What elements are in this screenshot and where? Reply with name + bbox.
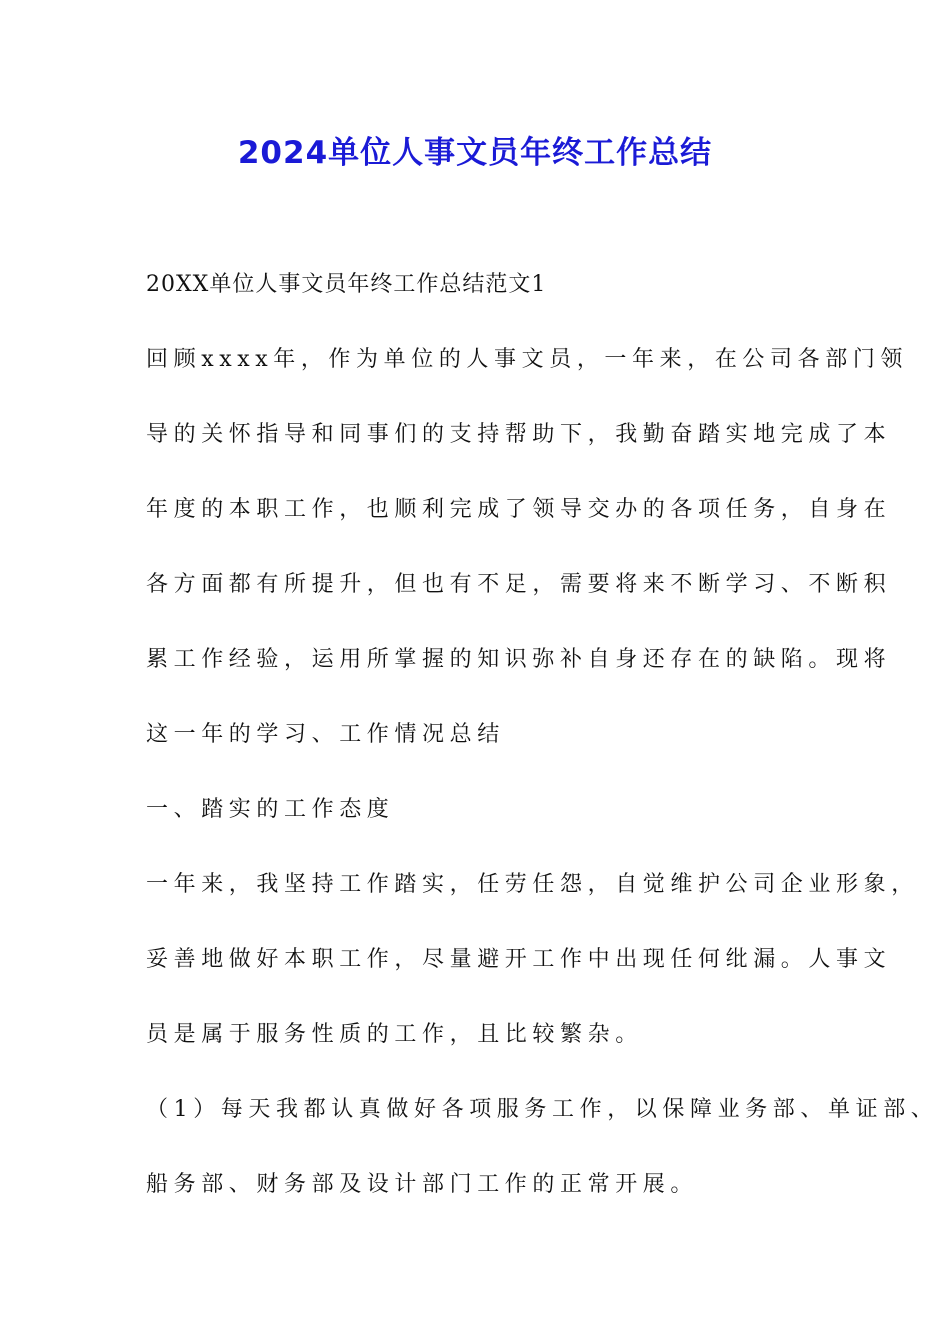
paragraph-line: 各方面都有所提升，但也有不足，需要将来不断学习、不断积 [146,572,892,597]
document-title: 2024单位人事文员年终工作总结 [237,135,713,171]
section-heading: 20XX单位人事文员年终工作总结范文1 [146,272,547,297]
paragraph-line: 回顾xxxx年，作为单位的人事文员，一年来，在公司各部门领 [146,347,909,372]
paragraph-line: 一年来，我坚持工作踏实，任劳任怨，自觉维护公司企业形象， [146,872,919,897]
paragraph-line: 船务部、财务部及设计部门工作的正常开展。 [146,1172,699,1197]
paragraph-line: 累工作经验，运用所掌握的知识弥补自身还存在的缺陷。现将 [146,647,892,672]
paragraph-line: 导的关怀指导和同事们的支持帮助下，我勤奋踏实地完成了本 [146,422,892,447]
paragraph-line: 年度的本职工作，也顺利完成了领导交办的各项任务，自身在 [146,497,892,522]
paragraph-line: 员是属于服务性质的工作，且比较繁杂。 [146,1022,643,1047]
paragraph-line: 妥善地做好本职工作，尽量避开工作中出现任何纰漏。人事文 [146,947,892,972]
document-body [146,262,939,1237]
section-heading: 一、踏实的工作态度 [146,797,395,822]
paragraph-line: 这一年的学习、工作情况总结 [146,722,505,747]
paragraph-line: （1）每天我都认真做好各项服务工作，以保障业务部、单证部、 [146,1097,939,1122]
